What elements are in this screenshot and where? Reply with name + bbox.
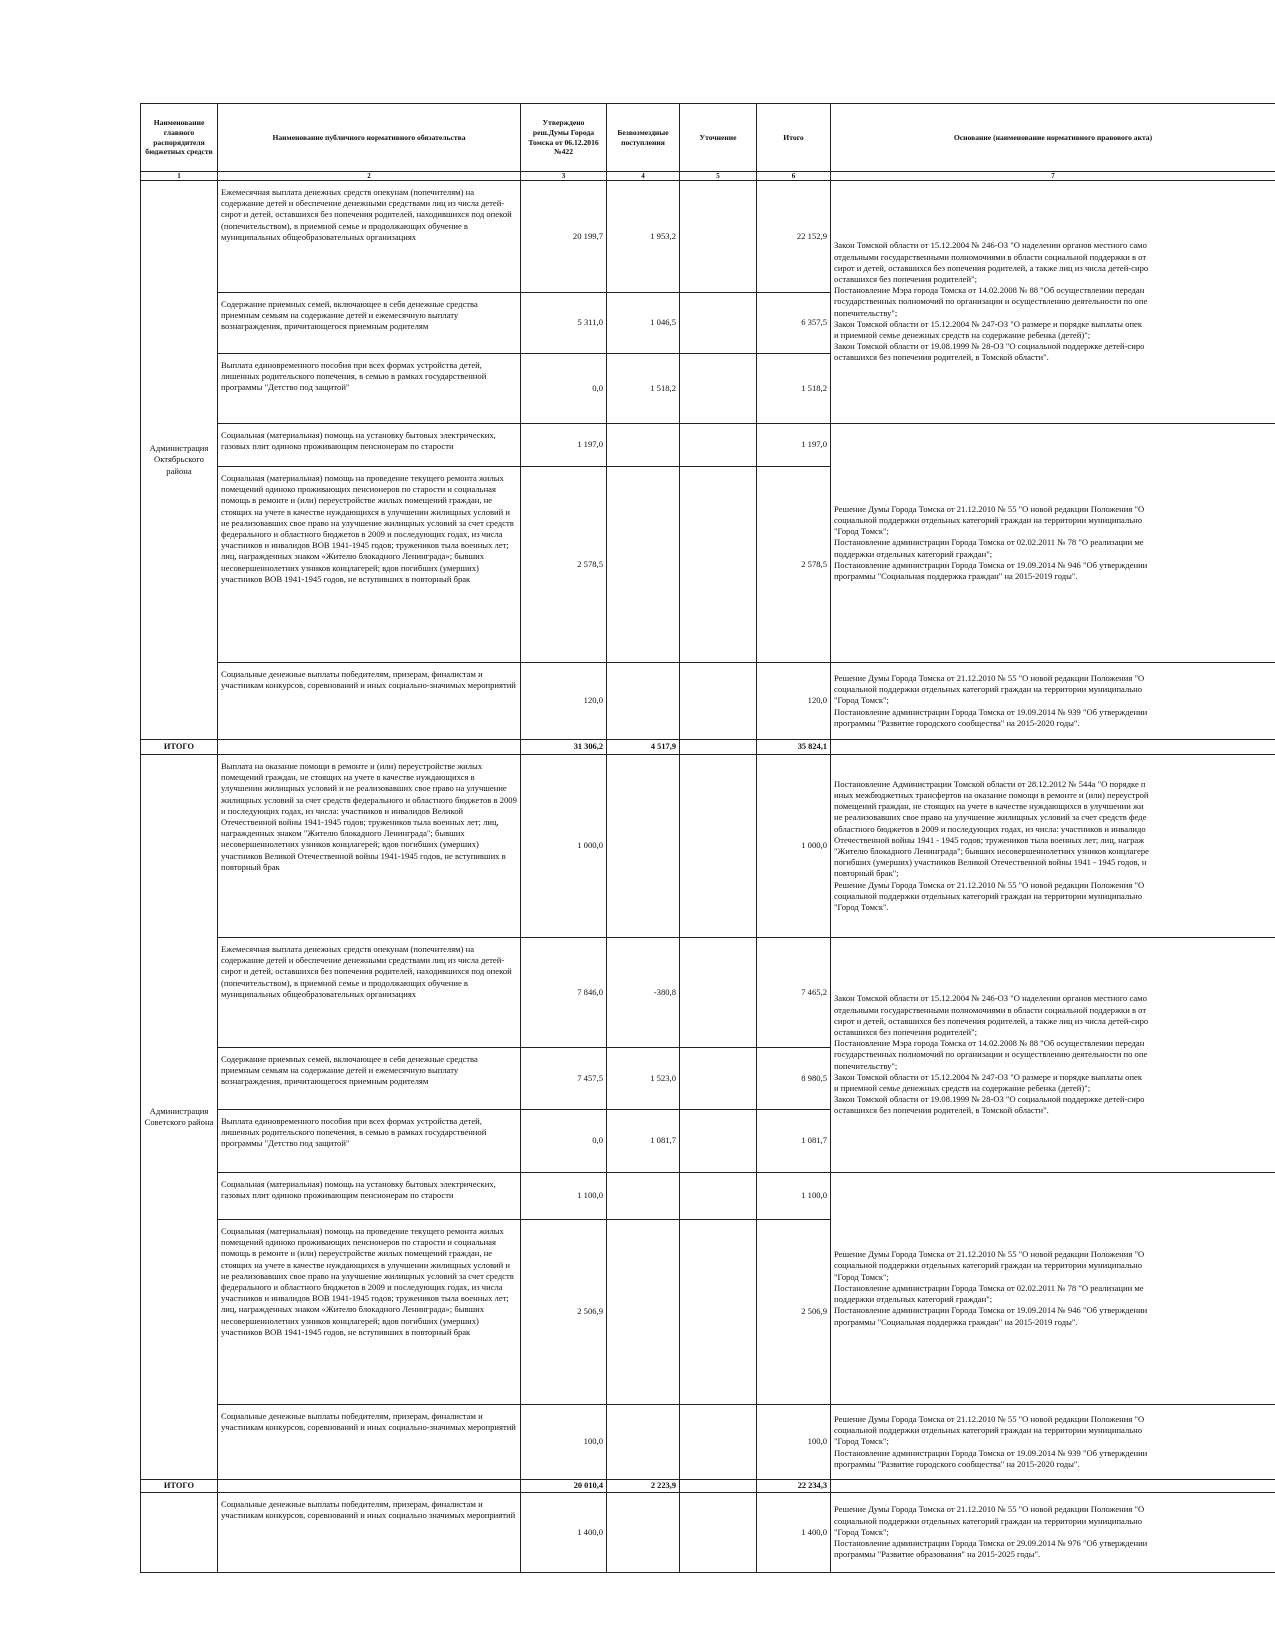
total-value: 1 081,7 [757, 1110, 831, 1173]
basis-line: и приемной семье денежных средств на содержание ребенка (детей)"; [834, 330, 1091, 340]
grants-value: 1 081,7 [607, 1110, 680, 1173]
approved-value: 20 199,7 [521, 181, 607, 293]
approved-value: 100,0 [521, 1405, 607, 1480]
clarification-value [680, 1405, 757, 1480]
total-basis-blank [831, 1480, 1275, 1493]
basis-cell [831, 1173, 1275, 1405]
basis-cell [831, 1493, 1275, 1573]
basis-line: "Город Томск"; [834, 1271, 889, 1282]
total-value: 22 152,9 [757, 181, 831, 293]
grants-value [607, 1173, 680, 1220]
basis-line: "Город Томск"; [834, 1436, 889, 1447]
total-value: 1 100,0 [757, 1173, 831, 1220]
table-row [141, 1493, 1275, 1573]
basis-line: Закон Томской области от 15.12.2004 № 247-ОЗ "О размере и порядке выплаты опек [834, 318, 1143, 329]
col-num-1: 1 [141, 172, 218, 181]
org-name [141, 1493, 218, 1573]
obligation-name: Социальная (материальная) помощь на установку бытовых электрических, газовых плит одиноко проживающим пенсионерам по старости [218, 424, 521, 467]
basis-line: оставшихся без попечения родителей"; [834, 273, 977, 284]
clarification-value [680, 1173, 757, 1220]
basis-line: повторный брак"; [834, 868, 899, 879]
total-approved: 31 306,2 [521, 740, 607, 755]
obligation-name: Содержание приемных семей, включающее в себя денежные средства приемным семьям на содержание детей и ежемесячную выплату вознаграждения, причитающегося приемным родителям [218, 293, 521, 354]
basis-line: программы "Развитие городского сообщества" на 2015-2020 годы". [834, 1458, 1080, 1469]
grants-value: 1 953,2 [607, 181, 680, 293]
basis-line: оставшихся без попечения родителей"; [834, 1026, 977, 1037]
table-body [141, 181, 1275, 1573]
clarification-value [680, 1048, 757, 1110]
basis-line: Решение Думы Города Томска от 21.12.2010 № 55 "О новой редакции Положения "О [834, 672, 1145, 683]
clarification-value [680, 1493, 757, 1573]
table-row [141, 424, 1275, 467]
basis-line: программы "Развитие образования" на 2015-2025 годы". [834, 1549, 1041, 1560]
basis-line: областного бюджетов в 2009 и последующих годах, из числа: участников и инвалидо [834, 823, 1146, 834]
basis-line: Постановление Администрации Томской области от 28.12.2012 № 544а "О порядке п [834, 778, 1146, 789]
approved-value: 5 311,0 [521, 293, 607, 354]
table-row [141, 938, 1275, 1048]
header-grants: Безвозмездные поступления [607, 104, 680, 172]
col-num-7: 7 [831, 172, 1275, 181]
obligation-name: Ежемесячная выплата денежных средств опекунам (попечителям) на содержание детей и обеспечение денежными средствами лиц из числа детей-сирот и детей, оставшихся без попечения родителей, находившихся под опекой (попечительством), в приемной семье и продолжающих обучение в муниципальных общеобразовательных организациях [218, 181, 521, 293]
grants-value [607, 467, 680, 663]
grants-value [607, 755, 680, 938]
total-value: 7 465,2 [757, 938, 831, 1048]
basis-line: "Город Томск". [834, 902, 889, 913]
total-value: 120,0 [757, 663, 831, 740]
basis-cell [831, 663, 1275, 740]
basis-line: программы "Социальная поддержка граждан" на 2015-2019 годы". [834, 1316, 1078, 1327]
basis-line: "Жителю блокадного Ленинграда"; бывших несовершеннолетних узников концлагере [834, 846, 1149, 856]
approved-value: 7 846,0 [521, 938, 607, 1048]
grants-value: 1 046,5 [607, 293, 680, 354]
total-value: 2 506,9 [757, 1220, 831, 1405]
basis-line: социальной поддержки отдельных категорий граждан на территории муниципально [834, 1515, 1143, 1526]
table-row [141, 181, 1275, 293]
basis-line: Постановление администрации Города Томска от 29.09.2014 № 976 "Об утверждении [834, 1538, 1148, 1549]
total-clarification [680, 740, 757, 755]
clarification-value [680, 1220, 757, 1405]
table-row [141, 1405, 1275, 1480]
basis-line: государственных полномочий по организации и осуществлению деятельности по опе [834, 296, 1148, 307]
basis-cell [831, 424, 1275, 663]
header-total: Итого [757, 104, 831, 172]
basis-line: попечительству"; [834, 1060, 898, 1071]
basis-line: Закон Томской области от 19.08.1999 № 28-ОЗ "О социальной поддержке детей-сиро [834, 1094, 1145, 1105]
grants-value [607, 1220, 680, 1405]
approved-value: 1 000,0 [521, 755, 607, 938]
basis-line: Решение Думы Города Томска от 21.12.2010 № 55 "О новой редакции Положения "О [834, 1249, 1145, 1260]
basis-line: программы "Развитие городского сообщества" на 2015-2020 годы". [834, 717, 1080, 728]
total-value: 1 400,0 [757, 1493, 831, 1573]
clarification-value [680, 354, 757, 424]
obligation-name: Социальная (материальная) помощь на проведение текущего ремонта жилых помещений одиноко проживающих пенсионеров по старости и социальная помощь в ремонте и (или) переустройстве жилых помещений граждан, не стоящих на учете в качестве нуждающихся в улучшении жилищных условий и не реализовавших свое право на улучшение жилищных условий за счет средств федерального и областного бюджетов в 2009 и последующих годах, из числа участников и инвалидов ВОВ 1941-1945 годов; тружеников тыла военных лет; лиц, награжденных знаком «Жителю блокадного Ленинграда»; бывших несовершеннолетних узников концлагерей; вдов погибших (умерших) участников ВОВ 1941-1945 годов, не вступивших в повторный брак [218, 467, 521, 663]
basis-line: Решение Думы Города Томска от 21.12.2010 № 55 "О новой редакции Положения "О [834, 1504, 1145, 1515]
approved-value: 1 400,0 [521, 1493, 607, 1573]
table-row [141, 755, 1275, 938]
basis-line: поддержки отдельных категорий граждан"; [834, 1294, 993, 1305]
basis-line: сирот и детей, оставшихся без попечения родителей, а также лиц из числа детей-сиро [834, 1015, 1149, 1026]
approved-value: 7 457,5 [521, 1048, 607, 1110]
basis-line: Закон Томской области от 15.12.2004 № 246-ОЗ "О наделении органов местного само [834, 993, 1147, 1004]
grants-value: -380,8 [607, 938, 680, 1048]
basis-line: Постановление администрации Города Томска от 19.09.2014 № 939 "Об утверждении [834, 706, 1148, 717]
col-num-4: 4 [607, 172, 680, 181]
basis-line: сирот и детей, оставшихся без попечения родителей, а также лиц из числа детей-сиро [834, 262, 1149, 273]
basis-line: отдельными государственными полномочиями в области социальной поддержки в от [834, 1004, 1147, 1015]
total-basis-blank [831, 740, 1275, 755]
total-value: 8 980,5 [757, 1048, 831, 1110]
basis-line: социальной поддержки отдельных категорий граждан на территории муниципально [834, 514, 1143, 525]
basis-cell [831, 181, 1275, 424]
approved-value: 1 197,0 [521, 424, 607, 467]
basis-line: Решение Думы Города Томска от 21.12.2010 № 55 "О новой редакции Положения "О [834, 879, 1145, 890]
basis-line: оставшихся без попечения родителей, в Томской области". [834, 1105, 1049, 1116]
basis-line: не реализовавших свое право на улучшение жилищных условий за счет средств феде [834, 812, 1147, 823]
approved-value: 0,0 [521, 354, 607, 424]
header-clarification: Уточнение [680, 104, 757, 172]
basis-cell [831, 755, 1275, 938]
obligation-name: Выплата на оказание помощи в ремонте и (или) переустройстве жилых помещений граждан, не стоящих на учете в качестве нуждающихся в улучшении жилищных условий и не реализовавших свое право на улучшение жилищных условий за счет средств федерального и областного бюджетов в 2009 и последующих годах, из числа: участников и инвалидов Великой Отечественной войны 1941-1945 годов; тружеников тыла военных лет; лиц, награжденных знаком "Жителю блокадного Ленинграда"; бывших несовершеннолетних узников концлагерей; вдов погибших (умерших) участников Великой Отечественной войны 1941-1945 годов, не вступивших в повторный брак [218, 755, 521, 938]
basis-line: погибших (умерших) участников Великой Отечественной войны 1941 - 1945 годов, н [834, 857, 1147, 868]
total-blank [218, 1480, 521, 1493]
basis-cell [831, 938, 1275, 1173]
column-number-row [141, 172, 1275, 181]
basis-line: отдельными государственными полномочиями в области социальной поддержки в от [834, 251, 1147, 262]
basis-line: Отечественной войны 1941 - 1945 годов; тружеников тыла военных лет; лиц, награж [834, 834, 1145, 845]
org-name: Администрация Советского района [141, 755, 218, 1480]
approved-value: 0,0 [521, 1110, 607, 1173]
total-approved: 20 010,4 [521, 1480, 607, 1493]
clarification-value [680, 938, 757, 1048]
basis-line: Постановление Мэра города Томска от 14.02.2008 № 88 "Об осуществлении передан [834, 285, 1145, 296]
basis-line: Закон Томской области от 19.08.1999 № 28-ОЗ "О социальной поддержке детей-сиро [834, 341, 1145, 352]
total-value: 1 000,0 [757, 755, 831, 938]
approved-value: 2 506,9 [521, 1220, 607, 1405]
clarification-value [680, 663, 757, 740]
total-value: 1 518,2 [757, 354, 831, 424]
basis-line: Решение Думы Города Томска от 21.12.2010 № 55 "О новой редакции Положения "О [834, 503, 1145, 514]
basis-line: социальной поддержки отдельных категорий граждан на территории муниципально [834, 1260, 1143, 1271]
total-row [141, 1480, 1275, 1493]
basis-line: "Город Томск"; [834, 526, 889, 537]
total-grants: 4 517,9 [607, 740, 680, 755]
clarification-value [680, 424, 757, 467]
col-num-5: 5 [680, 172, 757, 181]
table-row [141, 663, 1275, 740]
grants-value: 1 518,2 [607, 354, 680, 424]
table-row [141, 1173, 1275, 1220]
basis-line: "Город Томск"; [834, 695, 889, 706]
total-sum: 35 824,1 [757, 740, 831, 755]
basis-cell [831, 1405, 1275, 1480]
obligation-name: Социальная (материальная) помощь на установку бытовых электрических, газовых плит одиноко проживающим пенсионерам по старости [218, 1173, 521, 1220]
clarification-value [680, 467, 757, 663]
grants-value [607, 424, 680, 467]
basis-line: социальной поддержки отдельных категорий граждан на территории муниципально [834, 1425, 1143, 1436]
col-num-6: 6 [757, 172, 831, 181]
grants-value [607, 1405, 680, 1480]
obligation-name: Социальные денежные выплаты победителям, призерам, финалистам и участникам конкурсов, соревнований и иных социально-значимых мероприятий [218, 663, 521, 740]
clarification-value [680, 293, 757, 354]
basis-line: Закон Томской области от 15.12.2004 № 246-ОЗ "О наделении органов местного само [834, 240, 1147, 251]
basis-line: Постановление администрации Города Томска от 19.09.2014 № 939 "Об утверждении [834, 1447, 1148, 1458]
approved-value: 120,0 [521, 663, 607, 740]
clarification-value [680, 755, 757, 938]
obligation-name: Выплата единовременного пособия при всех формах устройства детей, лишенных родительского попечения, в семью в рамках государственной программы "Детство под защитой" [218, 1110, 521, 1173]
header-row [141, 104, 1275, 172]
total-label: ИТОГО [141, 1480, 218, 1493]
budget-table [140, 103, 1275, 1573]
total-grants: 2 223,9 [607, 1480, 680, 1493]
basis-line: попечительству"; [834, 307, 898, 318]
basis-line: поддержки отдельных категорий граждан"; [834, 548, 993, 559]
obligation-name: Выплата единовременного пособия при всех формах устройства детей, лишенных родительского попечения, в семью в рамках государственной программы "Детство под защитой" [218, 354, 521, 424]
total-label: ИТОГО [141, 740, 218, 755]
approved-value: 1 100,0 [521, 1173, 607, 1220]
basis-line: помещений граждан, не стоящих на учете в качестве нуждающихся в улучшении жи [834, 801, 1144, 812]
basis-line: государственных полномочий по организации и осуществлению деятельности по опе [834, 1049, 1148, 1060]
obligation-name: Социальные денежные выплаты победителям, призерам, финалистам и участникам конкурсов, соревнований и иных социально-значимых мероприятий [218, 1405, 521, 1480]
basis-line: социальной поддержки отдельных категорий граждан на территории муниципально [834, 890, 1143, 901]
basis-line: и приемной семье денежных средств на содержание ребенка (детей)"; [834, 1083, 1091, 1093]
basis-line: "Город Томск"; [834, 1526, 889, 1537]
basis-line: Решение Думы Города Томска от 21.12.2010 № 55 "О новой редакции Положения "О [834, 1413, 1145, 1424]
basis-line: оставшихся без попечения родителей, в Томской области". [834, 352, 1049, 363]
col-num-2: 2 [218, 172, 521, 181]
basis-line: Постановление администрации Города Томска от 02.02.2011 № 78 "О реализации ме [834, 537, 1144, 548]
obligation-name: Содержание приемных семей, включающее в себя денежные средства приемным семьям на содержание детей и ежемесячную выплату вознаграждения, причитающегося приемным родителям [218, 1048, 521, 1110]
total-value: 100,0 [757, 1405, 831, 1480]
basis-line: иных межбюджетных трансфертов на оказание помощи в ремонте и (или) переустрой [834, 789, 1149, 800]
total-blank [218, 740, 521, 755]
total-value: 2 578,5 [757, 467, 831, 663]
total-clarification [680, 1480, 757, 1493]
basis-line: Закон Томской области от 15.12.2004 № 247-ОЗ "О размере и порядке выплаты опек [834, 1071, 1143, 1082]
grants-value [607, 1493, 680, 1573]
basis-line: Постановление администрации Города Томска от 02.02.2011 № 78 "О реализации ме [834, 1282, 1144, 1293]
obligation-name: Социальная (материальная) помощь на проведение текущего ремонта жилых помещений одиноко проживающих пенсионеров по старости и социальная помощь в ремонте и (или) переустройстве жилых помещений граждан, не стоящих на учете в качестве нуждающихся в улучшении жилищных условий и не реализовавших свое право на улучшение жилищных условий за счет средств федерального и областного бюджетов в 2009 и последующих годах, из числа участников и инвалидов ВОВ 1941-1945 годов; тружеников тыла военных лет; лиц, награжденных знаком «Жителю блокадного Ленинграда»; бывших несовершеннолетних узников концлагерей; вдов погибших (умерших) участников ВОВ 1941-1945 годов, не вступивших в повторный брак [218, 1220, 521, 1405]
col-num-3: 3 [521, 172, 607, 181]
grants-value [607, 663, 680, 740]
org-name: Администрация Октябрьского района [141, 181, 218, 740]
obligation-name: Социальные денежные выплаты победителям, призерам, финалистам и участникам конкурсов, соревнований и иных социально значимых мероприятий [218, 1493, 521, 1573]
basis-line: социальной поддержки отдельных категорий граждан на территории муниципально [834, 684, 1143, 695]
total-sum: 22 234,3 [757, 1480, 831, 1493]
total-row [141, 740, 1275, 755]
total-value: 6 357,5 [757, 293, 831, 354]
header-org: Наименование главного распорядителя бюджетных средств [141, 104, 218, 172]
obligation-name: Ежемесячная выплата денежных средств опекунам (попечителям) на содержание детей и обеспечение денежными средствами лиц из числа детей-сирот и детей, оставшихся без попечения родителей, находившихся под опекой (попечительством), в приемной семье и продолжающих обучение в муниципальных общеобразовательных организациях [218, 938, 521, 1048]
basis-line: программы "Социальная поддержка граждан" на 2015-2019 годы". [834, 571, 1078, 581]
header-obligation: Наименование публичного нормативного обязательства [218, 104, 521, 172]
header-basis: Основание (наименование нормативного правового акта) [831, 104, 1275, 172]
clarification-value [680, 1110, 757, 1173]
grants-value: 1 523,0 [607, 1048, 680, 1110]
clarification-value [680, 181, 757, 293]
basis-line: Постановление администрации Города Томска от 19.09.2014 № 946 "Об утверждении [834, 1305, 1148, 1316]
basis-line: Постановление администрации Города Томска от 19.09.2014 № 946 "Об утверждении [834, 559, 1148, 570]
header-approved: Утверждено реш.Думы Города Томска от 06.12.2016 №422 [521, 104, 607, 172]
approved-value: 2 578,5 [521, 467, 607, 663]
basis-line: Постановление Мэра города Томска от 14.02.2008 № 88 "Об осуществлении передан [834, 1038, 1145, 1049]
total-value: 1 197,0 [757, 424, 831, 467]
